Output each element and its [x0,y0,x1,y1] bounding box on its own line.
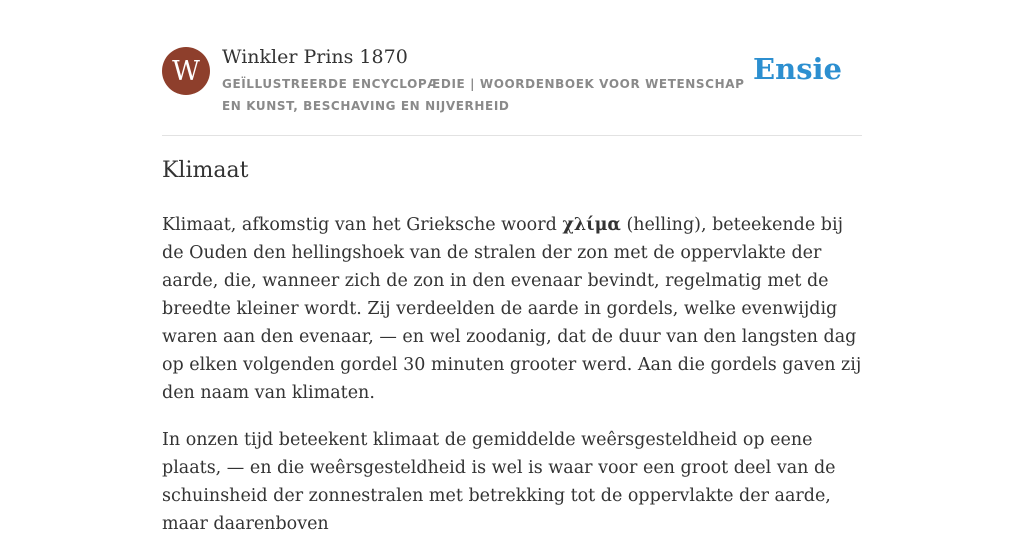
source-subtitle: GEÏLLUSTREERDE ENCYCLOPÆDIE | WOORDENBOEK VOOR WETENSCHAP EN KUNST, BESCHAVING EN NIJVERHEID [222,77,745,113]
paragraph-text: Klimaat, afkomstig van het Grieksche woord [162,215,563,235]
source-title[interactable]: Winkler Prins 1870 [222,46,408,68]
header-divider [162,135,862,136]
brand-logo-link[interactable]: Ensie [753,52,842,86]
greek-word: χλίμα [562,215,621,235]
source-avatar: W [162,47,210,95]
article-body [162,211,867,557]
article-paragraph [162,211,867,407]
article-title: Klimaat [162,158,249,183]
source-header [162,46,862,116]
paragraph-text: (helling), beteekende bij de Ouden den hellingshoek van de stralen der zon met de oppervlakte der aarde, die, wanneer zich de zon in den evenaar bevindt, regelmatig met de breedte kleiner wordt. Zij verdeelden de aarde in gordels, welke evenwijdig waren aan den evenaar, — en wel zoodanig, dat de duur van den langsten dag op elken volgenden gordel 30 minuten grooter werd. Aan die gordels gaven zij den naam van klimaten. [162,215,862,403]
article-paragraph: In onzen tijd beteekent klimaat de gemiddelde weêrsgesteldheid op eene plaats, — en die weêrsgesteldheid is wel is waar voor een groot deel van de schuinsheid der zonnestralen met betrekking tot de oppervlakte der aarde, maar daarenboven [162,430,836,534]
